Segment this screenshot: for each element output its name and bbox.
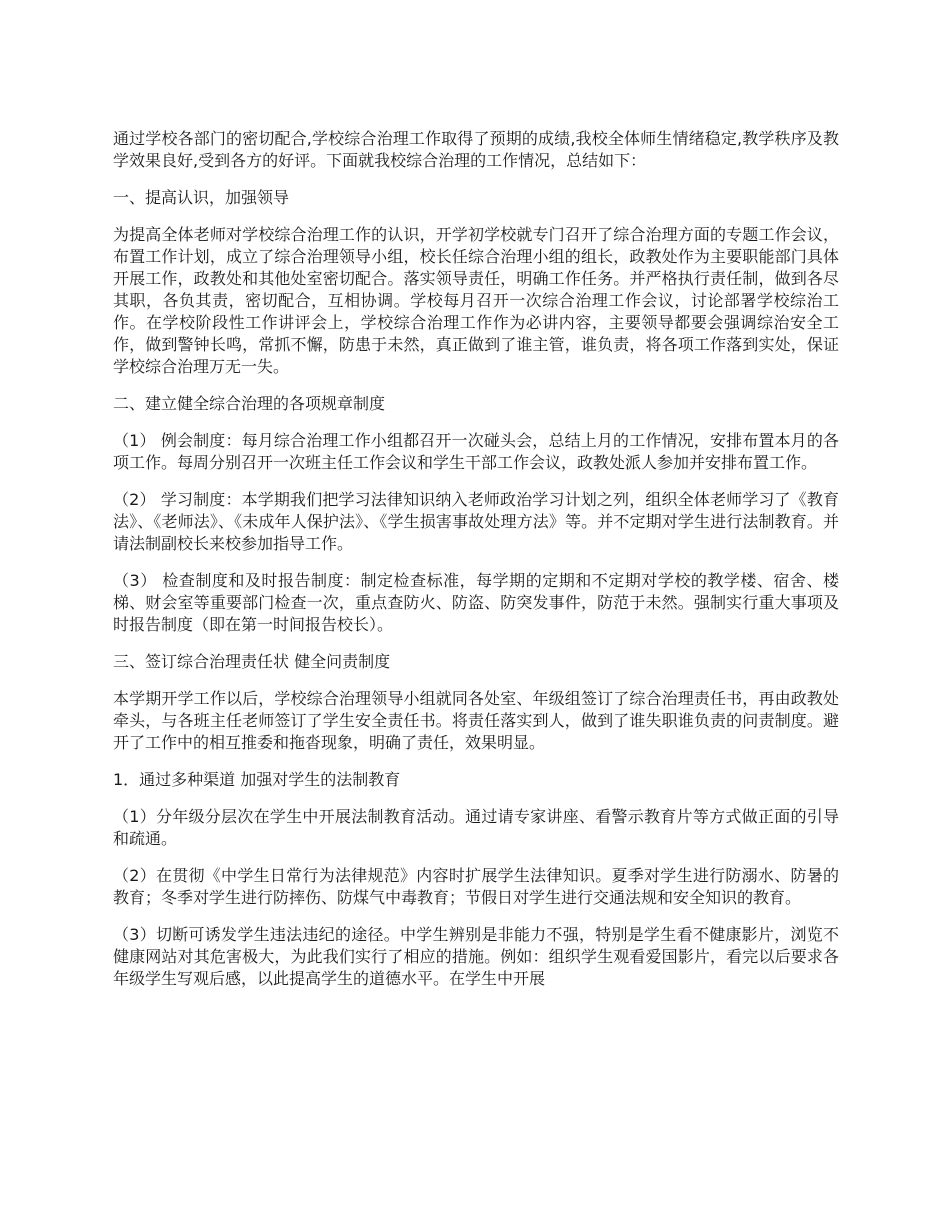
intro-paragraph: 通过学校各部门的密切配合,学校综合治理工作取得了预期的成绩,我校全体师生情绪稳定,教学秩序及教学效果良好,受到各方的好评。下面就我校综合治理的工作情况，总结如下：: [113, 129, 839, 170]
legal-education-item-2: （2）在贯彻《中学生日常行为法律规范》内容时扩展学生法律知识。夏季对学生进行防溺水、防暑的教育；冬季对学生进行防摔伤、防煤气中毒教育；节假日对学生进行交通法规和安全知识的教育。: [113, 866, 839, 907]
rule-inspection-paragraph: （3） 检查制度和及时报告制度：制定检查标准，每学期的定期和不定期对学校的教学楼、宿舍、楼梯、财会室等重要部门检查一次，重点查防火、防盗、防突发事件，防范于未然。强制实行重大事项及时报告制度（即在第一时间报告校长）。: [113, 571, 839, 634]
section-heading-2: 二、建立健全综合治理的各项规章制度: [113, 394, 386, 413]
subsection-heading-1: 1．通过多种渠道 加强对学生的法制教育: [113, 770, 401, 789]
legal-education-item-3: （3）切断可诱发学生违法违纪的途径。中学生辨别是非能力不强，特别是学生看不健康影片，浏览不健康网站对其危害极大，为此我们实行了相应的措施。例如：组织学生观看爱国影片，看完以后要求各年级学生写观后感，以此提高学生的道德水平。在学生中开展: [113, 925, 839, 988]
section-heading-1: 一、提高认识，加强领导: [113, 188, 290, 207]
document-body: [113, 128, 839, 1005]
rule-study-paragraph: （2） 学习制度：本学期我们把学习法律知识纳入老师政治学习计划之列，组织全体老师学习了《教育法》、《老师法》、《未成年人保护法》、《学生损害事故处理方法》等。并不定期对学生进行法制教育。并请法制副校长来校参加指导工作。: [113, 490, 839, 553]
section-heading-3: 三、签订综合治理责任状 健全问责制度: [113, 652, 391, 671]
rule-meeting-paragraph: （1） 例会制度：每月综合治理工作小组都召开一次碰头会，总结上月的工作情况，安排布置本月的各项工作。每周分别召开一次班主任工作会议和学生干部工作会议，政教处派人参加并安排布置工作。: [113, 431, 839, 472]
section-1-paragraph: 为提高全体老师对学校综合治理工作的认识，开学初学校就专门召开了综合治理方面的专题工作会议，布置工作计划，成立了综合治理领导小组，校长任综合治理小组的组长，政教处作为主要职能部门具体开展工作，政教处和其他处室密切配合。落实领导责任，明确工作任务。并严格执行责任制，做到各尽其职，各负其责，密切配合，互相协调。学校每月召开一次综合治理工作会议，讨论部署学校综治工作。在学校阶段性工作讲评会上，学校综合治理工作作为必讲内容，主要领导都要会强调综治安全工作，做到警钟长鸣，常抓不懈，防患于未然，真正做到了谁主管，谁负责，将各项工作落到实处，保证学校综合治理万无一失。: [113, 225, 839, 376]
legal-education-item-1: （1）分年级分层次在学生中开展法制教育活动。通过请专家讲座、看警示教育片等方式做正面的引导和疏通。: [113, 807, 839, 848]
section-3-paragraph: 本学期开学工作以后，学校综合治理领导小组就同各处室、年级组签订了综合治理责任书，再由政教处牵头，与各班主任老师签订了学生安全责任书。将责任落实到人，做到了谁失职谁负责的问责制度。避开了工作中的相互推委和拖沓现象，明确了责任，效果明显。: [113, 689, 839, 752]
